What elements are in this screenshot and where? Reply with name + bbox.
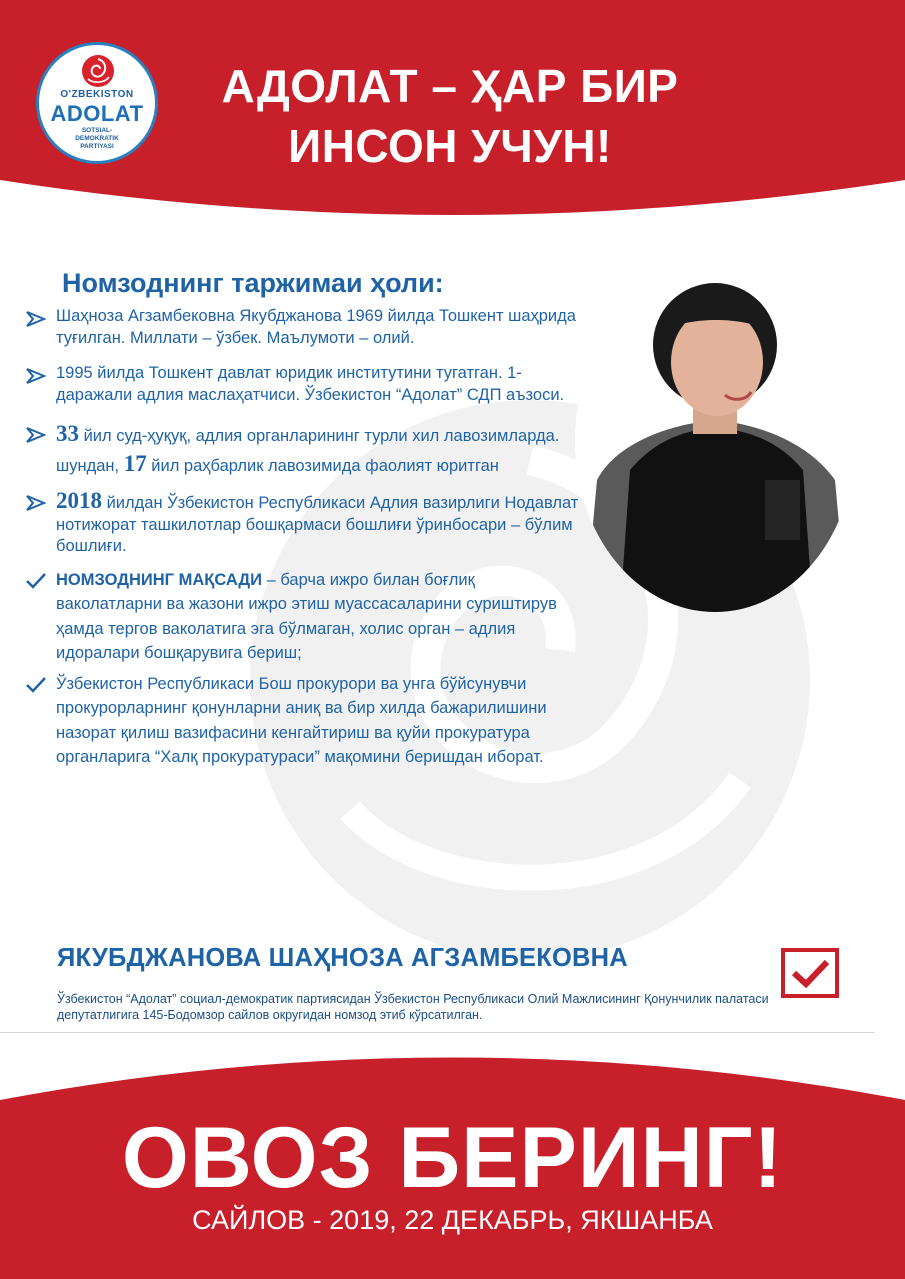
bio-item-text: йил суд-ҳуқуқ, адлия органларининг турли хил лавозимларда. шундан, (56, 427, 560, 475)
checkmark-icon (785, 952, 835, 994)
slogan-line-1: АДОЛАТ – ҲАР БИР (221, 60, 679, 112)
checkmark-icon (24, 674, 48, 696)
bio-item-text: – барча ижро билан боғлиқ ваколатларни ва жазони ижро этиш муассасаларини суриштирув ҳамда тергов ваколатига эга бўлмаган, холис орган – адлия идоралари бошқарувига бериш; (56, 570, 557, 662)
divider (0, 1032, 875, 1033)
bio-item-position (24, 490, 584, 558)
slogan-line-2: ИНСОН УЧУН! (288, 120, 612, 172)
logo-line-3: SOTSIAL-DEMOKRATIK PARTIYASI (75, 127, 119, 150)
rose-icon (80, 53, 116, 89)
party-logo (36, 42, 158, 164)
bio-list (24, 306, 584, 770)
goal-label: НОМЗОДНИНГ МАҚСАДИ (56, 570, 262, 589)
bio-item-text: 1995 йилда Тошкент давлат юридик институтини тугатган. 1-даражали адлия маслаҳатчиси. Ўзбекистон “Адолат” СДП аъзоси. (56, 364, 565, 404)
bio-item-text: Шаҳноза Агзамбековна Якубджанова 1969 йилда Тошкент шаҳрида туғилган. Миллати – ўзбек. Маълумоти – олий. (56, 307, 576, 347)
checkmark-icon (24, 570, 48, 592)
bio-item-goal (24, 568, 584, 666)
candidate-portrait (575, 270, 855, 612)
candidate-note: Ўзбекистон “Адолат” социал-демократик партиясидан Ўзбекистон Республикаси Олий Мажлисининг Қонунчилик палатаси депутатлигига 145-Бодомзор сайлов округидан номзод этиб кўрсатилган. (57, 992, 769, 1022)
chevron-right-icon (24, 308, 48, 330)
bio-item-birth (24, 306, 584, 349)
logo-line-1: O'ZBEKISTON (60, 89, 134, 100)
logo-line-2: ADOLAT (50, 101, 144, 126)
bio-item-prosecutor (24, 672, 584, 770)
bio-item-text: Ўзбекистон Республикаси Бош прокурори ва унга бўйсунувчи прокурорларнинг қонунларни аниқ ва бир хилда бажарилишини назорат қилиш вазифасини кенгайтириш ва қуйи прокуратура органларига “Халқ прокуратураси” мақомини беришдан иборат. (56, 674, 547, 766)
years-in-justice: 33 (56, 421, 79, 446)
position-start-year: 2018 (56, 488, 102, 513)
slogan (190, 56, 710, 176)
bio-item-education (24, 363, 584, 406)
chevron-right-icon (24, 424, 48, 446)
chevron-right-icon (24, 492, 48, 514)
bio-item-text: йилдан Ўзбекистон Республикаси Адлия вазирлиги Нодавлат нотижорат ташкилотлар бошқармаси бошлиғи ўринбосари – бўлим бошлиғи. (56, 494, 579, 555)
bio-item-experience (24, 420, 584, 480)
election-date: САЙЛОВ - 2019, 22 ДЕКАБРЬ, ЯКШАНБА (192, 1205, 713, 1235)
bio-title: Номзоднинг таржимаи ҳоли: (62, 268, 444, 298)
years-in-leadership: 17 (123, 451, 147, 476)
ballot-checkbox (781, 948, 839, 998)
vote-call: ОВОЗ БЕРИНГ! (121, 1110, 784, 1206)
candidate-name: ЯКУБДЖАНОВА ШАҲНОЗА АГЗАМБЕКОВНА (57, 944, 628, 972)
chevron-right-icon (24, 365, 48, 387)
bio-item-text: йил раҳбарлик лавозимида фаолият юритган (146, 457, 499, 475)
